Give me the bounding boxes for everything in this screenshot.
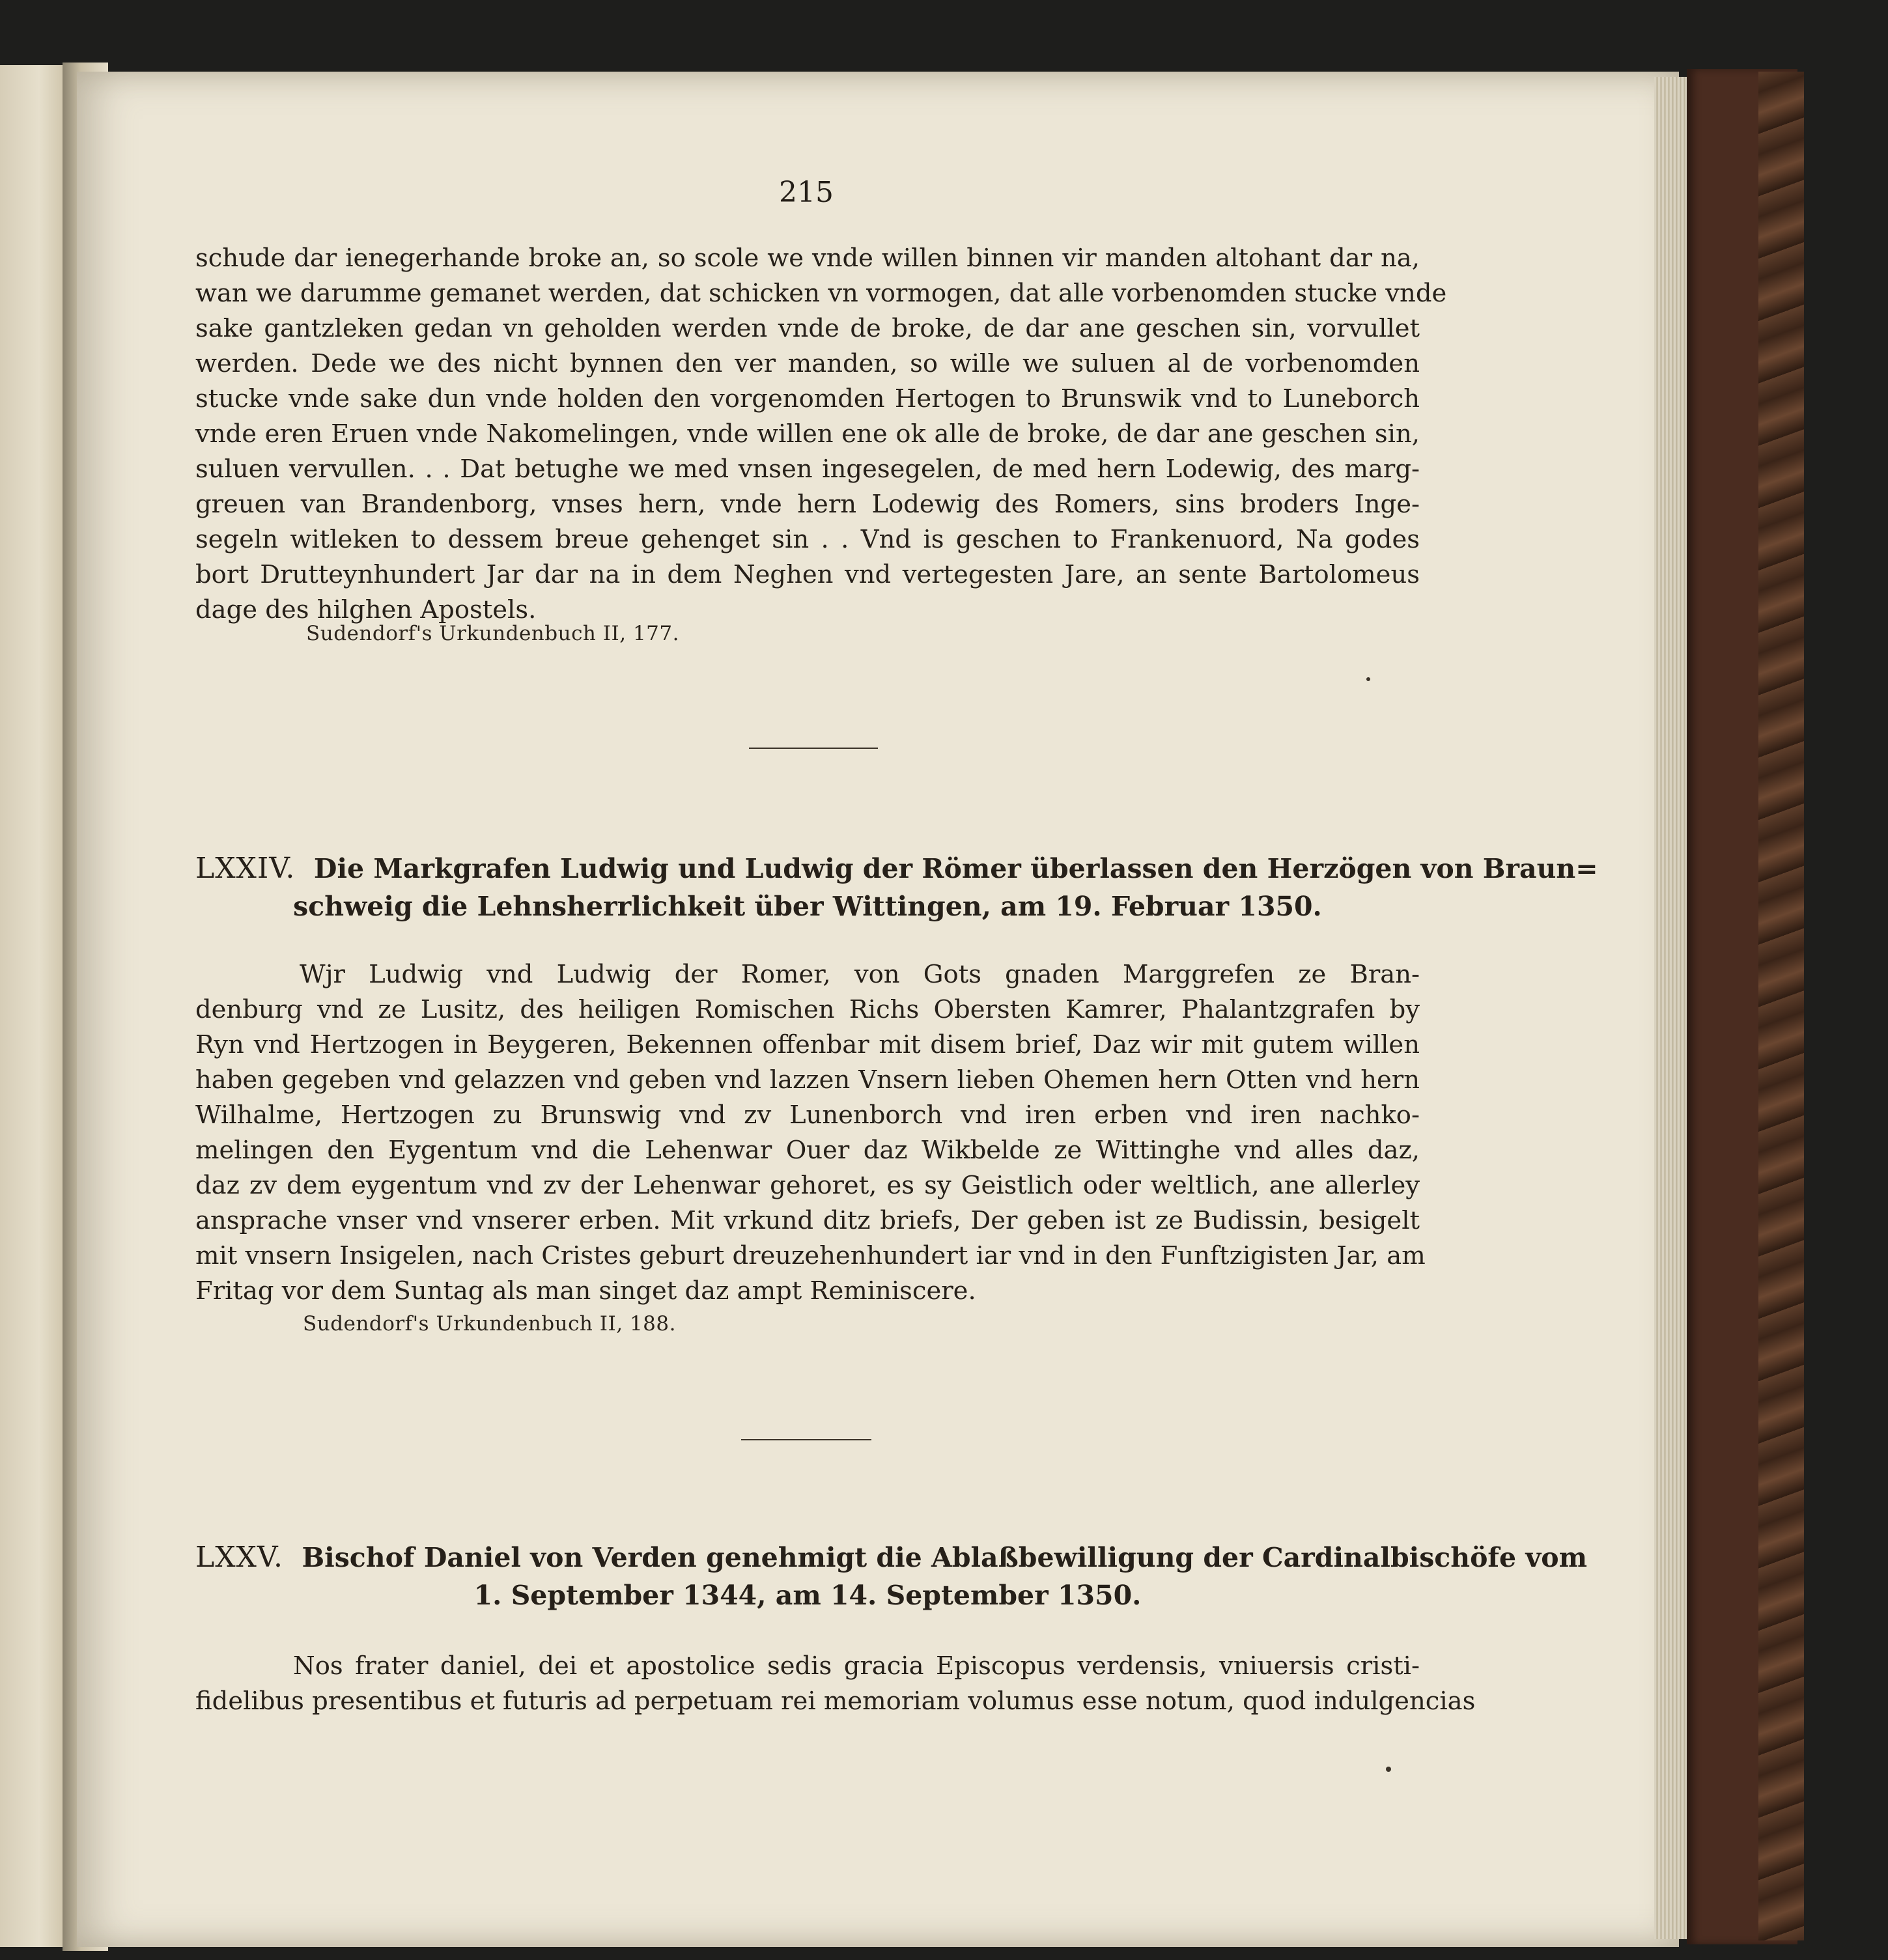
text-line: haben gegeben vnd gelazzen vnd geben vnd lazzen Vnsern lieben Ohemen hern Otten vnd hern [195,1065,1420,1095]
charter-paragraph-75 [195,1649,1476,1719]
left-page-edge [0,65,66,1947]
source-citation: Sudendorf's Urkundenbuch II, 188. [303,1312,676,1336]
text-line: dage des hilghen Apostels. [195,595,537,624]
section-divider [749,748,878,749]
heading-line [195,850,1598,888]
section-title-line1: Bischof Daniel von Verden genehmigt die Ablaßbewilligung der Cardinalbischöfe vom [302,1542,1587,1573]
text-line: Ryn vnd Hertzogen in Beygeren, Bekennen offenbar mit disem brief, Daz wir mit gutem willen [195,1030,1420,1059]
text-line: daz zv dem eygentum vnd zv der Lehenwar gehoret, es sy Geistlich oder weltlich, ane allerley [195,1171,1420,1200]
section-heading-74 [195,850,1598,925]
text-line: bort Drutteynhundert Jar dar na in dem Neghen vnd vertegesten Jare, an sente Bartolomeus [195,560,1420,589]
section-title-line2: schweig die Lehnsherrlichkeit über Wittingen, am 19. Februar 1350. [293,891,1322,922]
section-title-line2: 1. September 1344, am 14. September 1350. [473,1580,1142,1611]
text-line: Fritag vor dem Suntag als man singet daz ampt Reminiscere. [195,1276,976,1306]
text-line: fidelibus presentibus et futuris ad perpetuam rei memoriam volumus esse notum, quod indulgencias [195,1687,1476,1716]
page-number: 215 [779,176,834,209]
heading-line [195,1539,1587,1576]
text-line: vnde eren Eruen vnde Nakomelingen, vnde willen ene ok alle de broke, de dar ane geschen sin, [195,419,1420,449]
text-line: mit vnsern Insigelen, nach Cristes geburt dreuzehenhundert iar vnd in den Funftzigisten Jar, am [195,1241,1426,1270]
source-citation: Sudendorf's Urkundenbuch II, 177. [306,622,679,645]
text-line: wan we darumme gemanet werden, dat schicken vn vormogen, dat alle vorbenomden stucke vnde [195,279,1447,308]
section-divider [741,1439,871,1440]
text-line: Wjr Ludwig vnd Ludwig der Romer, von Gots gnaden Marggrefen ze Bran- [300,960,1420,989]
text-line: melingen den Eygentum vnd die Lehenwar Ouer daz Wikbelde ze Wittinghe vnd alles daz, [195,1136,1420,1165]
text-line: greuen van Brandenborg, vnses hern, vnde hern Lodewig des Romers, sins broders Inge- [195,490,1420,519]
text-line: segeln witleken to dessem breue gehenget sin . . Vnd is geschen to Frankenuord, Na godes [195,525,1420,554]
text-line: werden. Dede we des nicht bynnen den ver manden, so wille we suluen al de vorbenomden [195,349,1420,378]
text-line: denburg vnd ze Lusitz, des heiligen Romischen Richs Obersten Kamrer, Phalantzgrafen by [195,995,1420,1024]
text-line: Nos frater daniel, dei et apostolice sedis gracia Episcopus verdensis, vniuersis cristi- [293,1651,1420,1681]
section-heading-75 [195,1539,1587,1614]
text-line: suluen vervullen. . . Dat betughe we med vnsen ingesegelen, de med hern Lodewig, des marg- [195,455,1420,484]
section-number: LXXV. [195,1541,283,1574]
section-title-line1: Die Markgrafen Ludwig und Ludwig der Römer überlassen den Herzögen von Braun= [313,853,1598,884]
continuation-paragraph [195,241,1447,628]
text-line: Wilhalme, Hertzogen zu Brunswig vnd zv Lunenborch vnd iren erben vnd iren nachko- [195,1100,1420,1130]
text-line: schude dar ienegerhande broke an, so scole we vnde willen binnen vir manden altohant dar na, [195,244,1420,273]
text-line: ansprache vnser vnd vnserer erben. Mit vrkund ditz briefs, Der geben ist ze Budissin, besigelt [195,1206,1420,1235]
text-line: stucke vnde sake dun vnde holden den vorgenomden Hertogen to Brunswik vnd to Luneborch [195,384,1420,413]
ink-speck [1366,677,1370,681]
text-line: sake gantzleken gedan vn geholden werden vnde de broke, de dar ane geschen sin, vorvullet [195,314,1420,343]
charter-paragraph-74 [195,957,1426,1309]
ink-speck [1386,1767,1391,1772]
section-number: LXXIV. [195,852,296,885]
marbled-cover [1758,72,1804,1940]
